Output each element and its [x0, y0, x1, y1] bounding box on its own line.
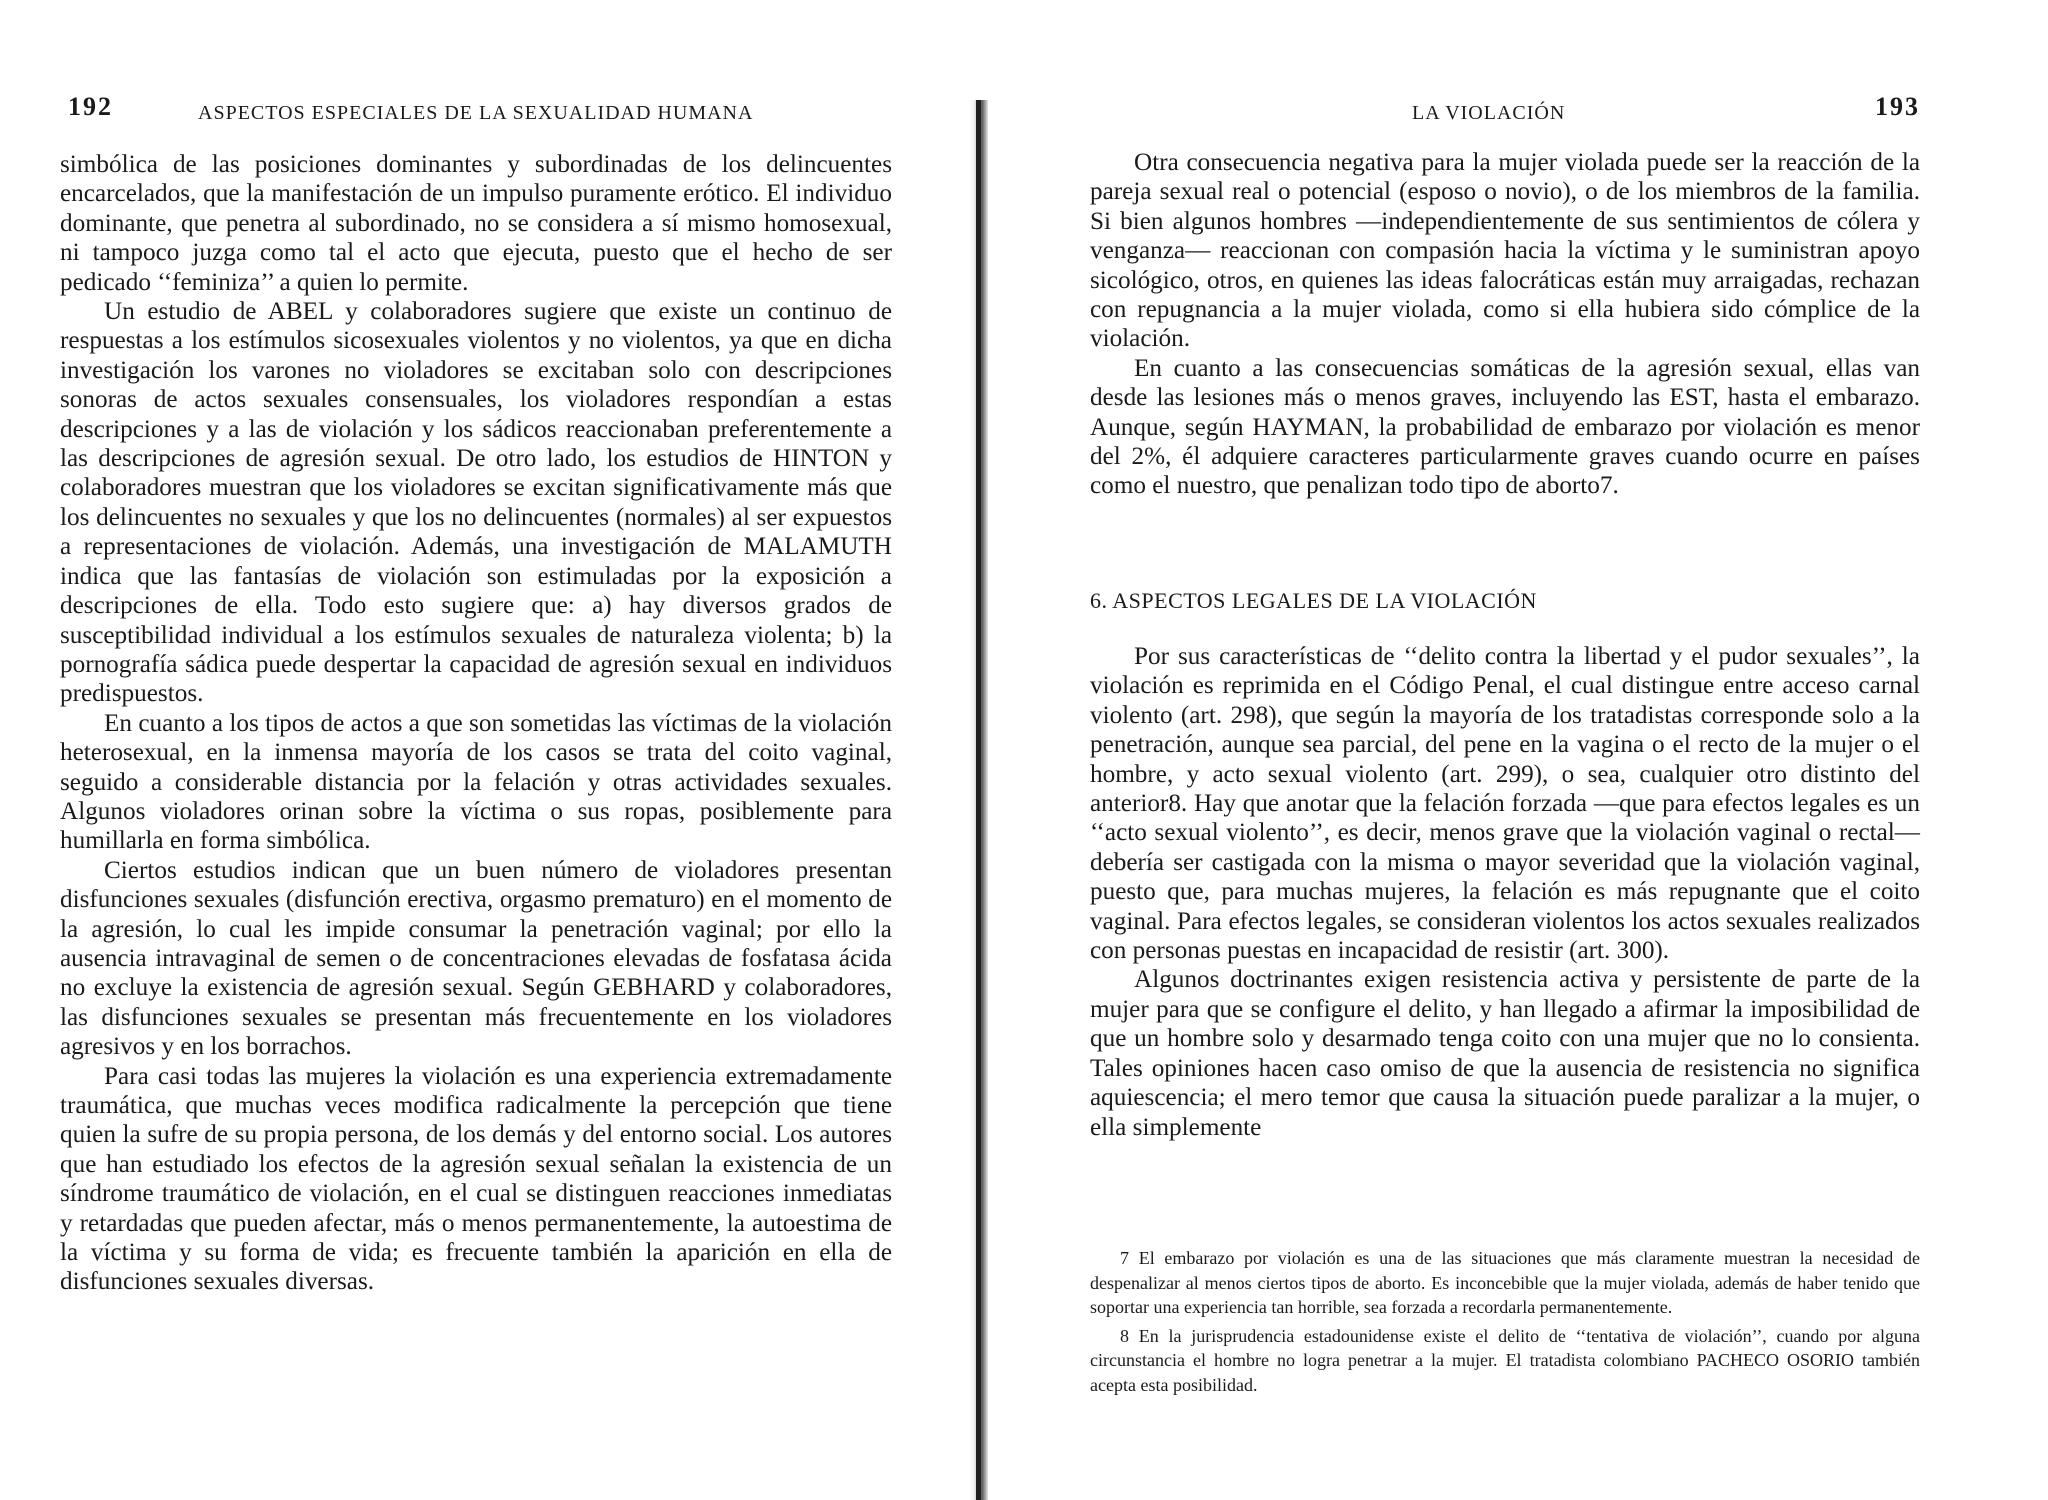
footnotes	[1090, 1246, 1920, 1401]
left-running-head: ASPECTOS ESPECIALES DE LA SEXUALIDAD HUMANA	[198, 102, 754, 124]
footnote-7: 7 El embarazo por violación es una de las situaciones que más claramente muestran la necesidad de despenalizar al menos ciertos tipos de aborto. Es inconcebible que la mujer violada, además de haber tenido que soportar una experiencia tan horrible, sea forzada a recordarla permanentemente.	[1090, 1248, 1920, 1317]
right-page-number: 193	[1875, 92, 1920, 121]
right-page-header	[1090, 92, 1920, 126]
section-paragraph-2: Algunos doctrinantes exigen resistencia activa y persistente de parte de la mujer para que se configure el delito, y han llegado a afirmar la imposibilidad de que un hombre solo y desarmado tenga coito con una mujer que no lo consienta. Tales opiniones hacen caso omiso de que la ausencia de resistencia no significa aquiescencia; el mero temor que causa la situación puede paralizar a la mujer, o ella simplemente	[1090, 966, 1920, 1141]
left-paragraph-3: En cuanto a los tipos de actos a que son sometidas las víctimas de la violación heterosexual, en la inmensa mayoría de los casos se trata del coito vaginal, seguido a considerable distancia por la felación y otras actividades sexuales. Algunos violadores orinan sobre la víctima o sus ropas, posiblemente para humillarla en forma simbólica.	[60, 709, 892, 855]
left-page-body	[60, 150, 892, 1297]
section-body	[1090, 642, 1920, 1142]
right-paragraph-1: Otra consecuencia negativa para la mujer violada puede ser la reacción de la pareja sexual real o potencial (esposo o novio), o de los miembros de la familia. Si bien algunos hombres —independientemente de sus sentimientos de cólera y venganza— reaccionan con compasión hacia la víctima y le suministran apoyo sicológico, otros, en quienes las ideas falocráticas están muy arraigadas, rechazan con repugnancia a la mujer violada, como si ella hubiera sido cómplice de la violación.	[1090, 149, 1920, 353]
book-spine-line	[976, 100, 981, 1500]
left-paragraph-5: Para casi todas las mujeres la violación es una experiencia extremadamente traumática, que muchas veces modifica radicalmente la percepción que tiene quien la sufre de su propia persona, de los demás y del entorno social. Los autores que han estudiado los efectos de la agresión sexual señalan la existencia de un síndrome traumático de violación, en el cual se distinguen reacciones inmediatas y retardadas que pueden afectar, más o menos permanentemente, la autoestima de la víctima y su forma de vida; es frecuente también la aparición en ella de disfunciones sexuales diversas.	[60, 1062, 892, 1296]
left-page-header	[60, 92, 892, 126]
left-paragraph-2: Un estudio de ABEL y colaboradores sugiere que existe un continuo de respuestas a los estímulos sicosexuales violentos y no violentos, ya que en dicha investigación los varones no violadores se excitaban solo con descripciones sonoras de actos sexuales consensuales, los violadores respondían a estas descripciones y a las de violación y los sádicos reaccionaban preferentemente a las descripciones de agresión sexual. De otro lado, los estudios de HINTON y colaboradores muestran que los violadores se excitan significativamente más que los delincuentes no sexuales y que los no delincuentes (normales) al ser expuestos a representaciones de violación. Además, una investigación de MALAMUTH indica que las fantasías de violación son estimuladas por la exposición a descripciones de ella. Todo esto sugiere que: a) hay diversos grados de susceptibilidad individual a los estímulos sexuales de naturaleza violenta; b) la pornografía sádica puede despertar la capacidad de agresión sexual en individuos predispuestos.	[60, 298, 892, 708]
right-page-body	[1090, 148, 1920, 501]
left-paragraph-4: Ciertos estudios indican que un buen número de violadores presentan disfunciones sexuales (disfunción erectiva, orgasmo prematuro) en el momento de la agresión, lo cual les impide consumar la penetración vaginal; por ello la ausencia intravaginal de semen o de concentraciones elevadas de fosfatasa ácida no excluye la existencia de agresión sexual. Según GEBHARD y colaboradores, las disfunciones sexuales se presentan más frecuentemente en los violadores agresivos y en los borrachos.	[60, 856, 892, 1061]
footnote-8: 8 En la jurisprudencia estadounidense existe el delito de ‘‘tentativa de violación’’, cuando por alguna circunstancia el hombre no logra penetrar a la mujer. El tratadista colombiano PACHECO OSORIO también acepta esta posibilidad.	[1090, 1325, 1920, 1395]
section-heading: 6. ASPECTOS LEGALES DE LA VIOLACIÓN	[1090, 588, 1537, 613]
right-paragraph-2: En cuanto a las consecuencias somáticas de la agresión sexual, ellas van desde las lesiones más o menos graves, incluyendo las EST, hasta el embarazo. Aunque, según HAYMAN, la probabilidad de embarazo por violación es menor del 2%, él adquiere caracteres particularmente graves cuando ocurre en países como el nuestro, que penalizan todo tipo de aborto7.	[1090, 354, 1920, 500]
right-running-head: LA VIOLACIÓN	[1412, 102, 1566, 124]
left-paragraph-1: simbólica de las posiciones dominantes y subordinadas de los delincuentes encarcelados, que la manifestación de un impulso puramente erótico. El individuo dominante, que penetra al subordinado, no se considera a sí mismo homosexual, ni tampoco juzga como tal el acto que ejecuta, puesto que el hecho de ser pedicado ‘‘feminiza’’ a quien lo permite.	[60, 151, 892, 296]
left-page-number: 192	[68, 92, 113, 121]
section-paragraph-1: Por sus características de ‘‘delito contra la libertad y el pudor sexuales’’, la violación es reprimida en el Código Penal, el cual distingue entre acceso carnal violento (art. 298), que según la mayoría de los tratadistas corresponde solo a la penetración, aunque sea parcial, del pene en la vagina o el recto de la mujer o el hombre, y acto sexual violento (art. 299), o sea, cualquier otro distinto del anterior8. Hay que anotar que la felación forzada —que para efectos legales es un ‘‘acto sexual violento’’, es decir, menos grave que la violación vaginal o rectal— debería ser castigada con la misma o mayor severidad que la violación vaginal, puesto que, para muchas mujeres, la felación es más repugnante que el coito vaginal. Para efectos legales, se consideran violentos los actos sexuales realizados con personas puestas en incapacidad de resistir (art. 300).	[1090, 643, 1920, 965]
